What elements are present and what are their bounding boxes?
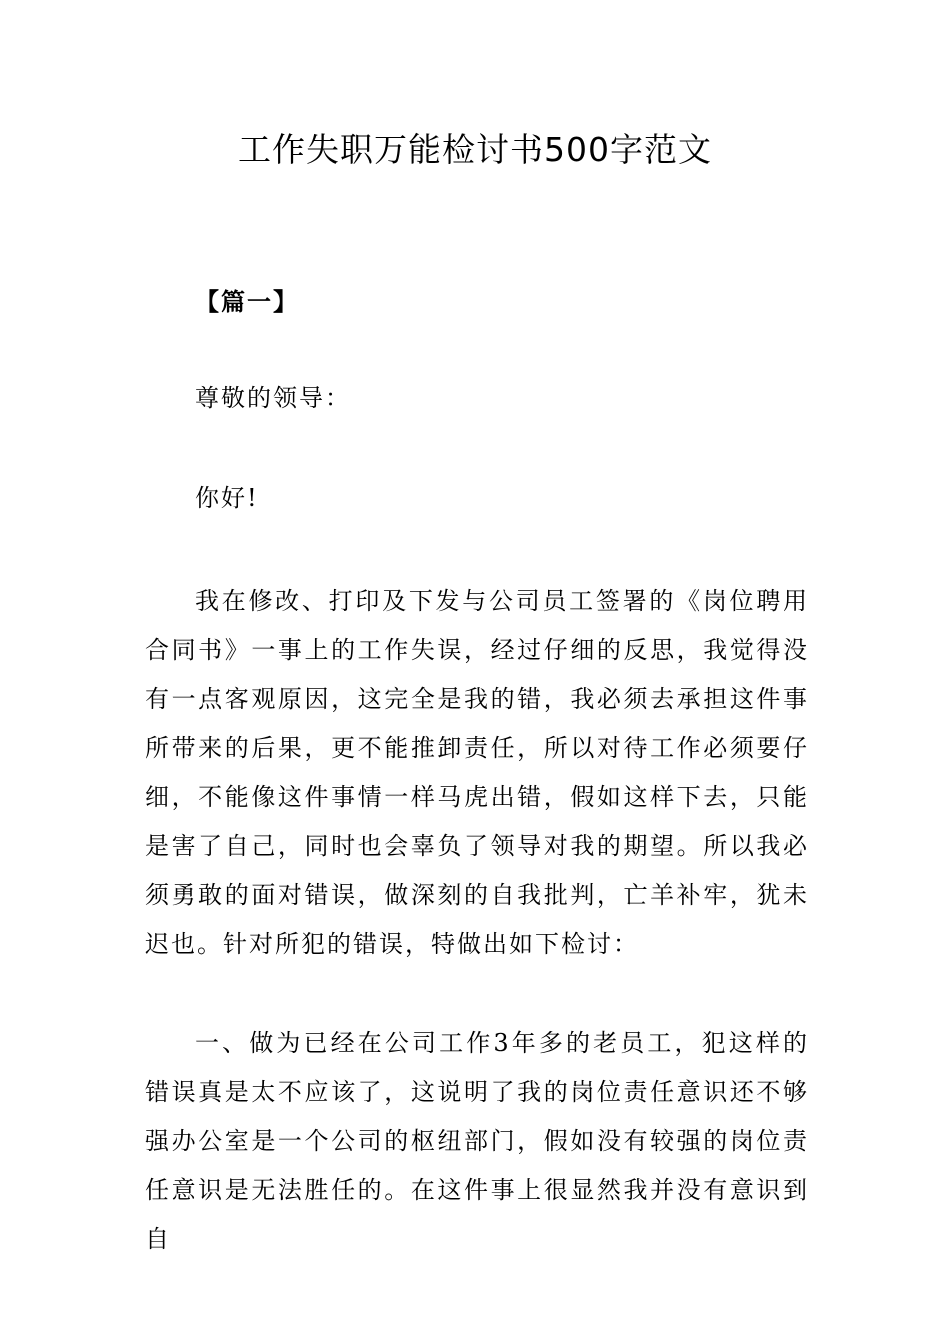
body-paragraph: 一、做为已经在公司工作3年多的老员工，犯这样的错误真是太不应该了，这说明了我的岗位责任意识还不够强办公室是一个公司的枢纽部门，假如没有较强的岗位责任意识是无法胜任的。在这件事上很显然我并没有意识到自 — [145, 1029, 809, 1253]
salutation: 尊敬的领导： — [195, 384, 351, 412]
greeting: 你好! — [195, 484, 259, 512]
section-label: 【篇一】 — [195, 287, 299, 316]
document-title: 工作失职万能检讨书500字范文 — [238, 130, 712, 169]
body-paragraph: 我在修改、打印及下发与公司员工签署的《岗位聘用合同书》一事上的工作失误，经过仔细的反思，我觉得没有一点客观原因，这完全是我的错，我必须去承担这件事所带来的后果，更不能推卸责任，所以对待工作必须要仔细，不能像这件事情一样马虎出错，假如这样下去，只能是害了自己，同时也会辜负了领导对我的期望。所以我必须勇敢的面对错误，做深刻的自我批判，亡羊补牢，犹未迟也。针对所犯的错误，特做出如下检讨： — [145, 587, 809, 958]
